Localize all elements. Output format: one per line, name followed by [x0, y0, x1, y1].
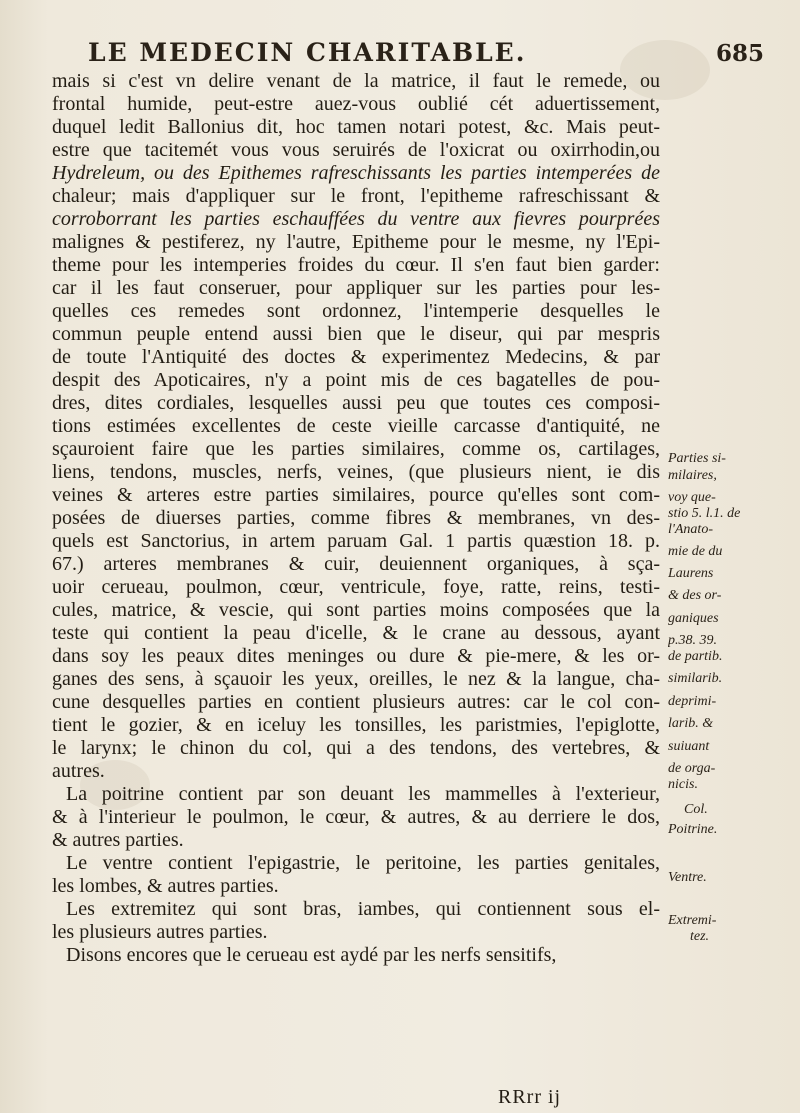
text-line: le larynx; le chinon du col, qui a des tendons, des vertebres, & [52, 737, 660, 759]
margin-note: Ventre. [668, 870, 707, 885]
margin-note: & des or- [668, 588, 722, 603]
signature-mark: RRrr ij [498, 1086, 562, 1108]
page-number: 685 [715, 40, 764, 67]
margin-note: Parties si- [668, 451, 726, 466]
text-line: les plusieurs autres parties. [52, 921, 268, 943]
text-line: 67.) arteres membranes & cuir, deuiennent organiques, à sça- [52, 553, 660, 575]
text-line: dres, dites cordiales, lesquelles aussi peu que toutes ces composi- [52, 392, 660, 414]
margin-note: larib. & [668, 716, 714, 731]
running-title: LE MEDECIN CHARITABLE. [88, 38, 527, 67]
text-line: teste qui contient la peau d'icelle, & le crane au dessous, ayant [52, 622, 660, 644]
margin-note: suiuant [668, 739, 710, 754]
margin-note: tez. [690, 929, 710, 944]
text-line: uoir cerueau, poulmon, cœur, ventricule, foye, ratte, reins, testi- [52, 576, 660, 598]
margin-note: de partib. [668, 649, 723, 664]
text-line: les lombes, & autres parties. [52, 875, 279, 897]
text-line: commun peuple entend aussi bien que le diseur, qui par mespris [52, 323, 660, 345]
margin-note: similarib. [668, 671, 723, 686]
text-line: sçauroient faire que les parties similaires, comme os, cartilages, [52, 438, 660, 460]
text-line: duquel ledit Ballonius dit, hoc tamen notari potest, &c. Mais peut- [52, 116, 660, 138]
margin-note: de orga- [668, 761, 716, 776]
text-line: malignes & pestiferez, ny l'autre, Epitheme pour le mesme, ny l'Epi- [52, 231, 660, 253]
margin-note: p.38. 39. [668, 633, 717, 648]
text-line: & à l'interieur le poulmon, le cœur, & autres, & au derriere le dos, [52, 806, 660, 828]
text-line: car il les faut conseruer, pour appliquer sur les parties pour les- [52, 277, 660, 299]
text-line: Hydreleum, ou des Epithemes rafreschissants les parties intemperées de [52, 162, 660, 184]
margin-note: l'Anato- [668, 522, 713, 537]
text-line: estre que tacitemét vous vous seruirés de l'oxicrat ou oxirrhodin,ou [52, 139, 660, 161]
text-line: veines & arteres estre parties similaires, pource qu'elles sont com- [52, 484, 660, 506]
text-line: despit des Apoticaires, n'y a point mis de ces bagatelles de pou- [52, 369, 660, 391]
body-text [52, 70, 660, 967]
text-line: Disons encores que le cerueau est aydé par les nerfs sensitifs, [66, 944, 557, 966]
margin-note: stio 5. l.1. de [668, 506, 741, 521]
margin-note: milaires, [668, 468, 717, 483]
text-line: quels est Sanctorius, in artem paruam Gal. 1 partis quæstion 18. p. [52, 530, 660, 552]
text-line: liens, tendons, muscles, nerfs, veines, (que plusieurs nient, ie dis [52, 461, 660, 483]
text-line: theme pour les intemperies froides du cœur. Il s'en faut bien garder: [52, 254, 660, 276]
text-line: de toute l'Antiquité des doctes & experimentez Medecins, & par [52, 346, 660, 368]
text-line: frontal humide, peut-estre auez-vous oublié cét aduertissement, [52, 93, 660, 115]
text-line: Les extremitez qui sont bras, iambes, qui contiennent sous el- [66, 898, 660, 920]
text-line: posées de diuerses parties, comme fibres & membranes, vn des- [52, 507, 660, 529]
text-line: Le ventre contient l'epigastrie, le peritoine, les parties genitales, [66, 852, 660, 874]
text-line: chaleur; mais d'appliquer sur le front, l'epitheme rafreschissant & [52, 185, 660, 207]
text-line: tions estimées excellentes de ceste vieille carcasse d'antiquité, ne [52, 415, 660, 437]
text-line: tient le gozier, & en iceluy les tonsilles, les paristmies, l'epiglotte, [52, 714, 660, 736]
margin-note: mie de du [668, 544, 723, 559]
text-line: La poitrine contient par son deuant les mammelles à l'exterieur, [66, 783, 660, 805]
text-line: cune desquelles parties en contient plusieurs autres: car le col con- [52, 691, 660, 713]
page-header [88, 38, 764, 72]
text-line: ganes des sens, à sçauoir les yeux, oreilles, le nez & la langue, cha- [52, 668, 660, 690]
text-line: quelles ces remedes sont ordonnez, l'intemperie desquelles le [52, 300, 660, 322]
text-line: autres. [52, 760, 105, 782]
text-line: & autres parties. [52, 829, 184, 851]
margin-note: Col. [684, 802, 708, 817]
text-line: mais si c'est vn delire venant de la matrice, il faut le remede, ou [52, 70, 660, 92]
margin-note: Poitrine. [668, 822, 718, 837]
margin-note: voy que- [668, 490, 716, 505]
margin-note: deprimi- [668, 694, 717, 709]
margin-note: Extremi- [668, 913, 717, 928]
margin-note: ganiques [668, 611, 719, 626]
text-line: dans soy les peaux dites meninges ou dure & pie-mere, & les or- [52, 645, 660, 667]
margin-note: Laurens [668, 566, 714, 581]
text-line: corroborrant les parties eschauffées du ventre aux fievres pourprées [52, 208, 660, 230]
text-line: cules, matrice, & vescie, qui sont parties moins composées que la [52, 599, 660, 621]
margin-note: nicis. [668, 777, 698, 792]
